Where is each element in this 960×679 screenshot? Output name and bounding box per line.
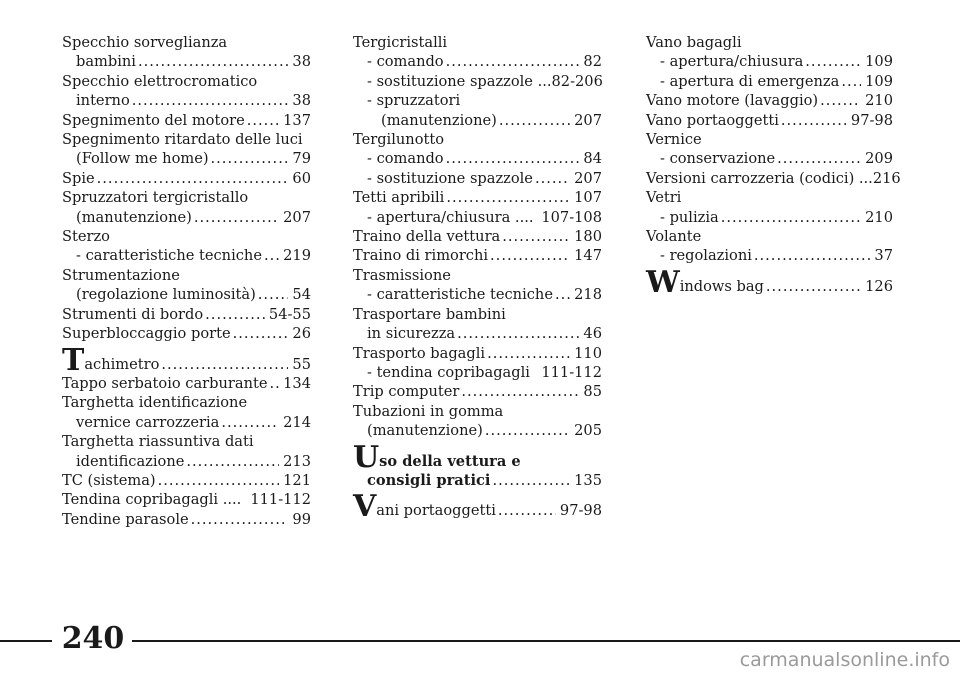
entry-text: (manutenzione) bbox=[381, 111, 497, 129]
page-ref: 147 bbox=[574, 247, 602, 265]
entry-text: Specchio elettrocromatico bbox=[62, 72, 258, 90]
leader-dots bbox=[805, 52, 861, 71]
index-entry bbox=[646, 264, 893, 300]
index-entry bbox=[62, 169, 311, 188]
index-entry bbox=[353, 246, 602, 265]
page-ref: 209 bbox=[865, 150, 893, 168]
index-entry bbox=[646, 169, 901, 188]
index-entry bbox=[62, 266, 311, 305]
entry-text: bambini bbox=[76, 53, 136, 71]
page-ref: 55 bbox=[292, 355, 311, 373]
index-line bbox=[646, 91, 893, 110]
leader-dots bbox=[258, 285, 289, 304]
leader-dots bbox=[205, 305, 265, 324]
entry-text: Vano portaoggetti bbox=[646, 111, 779, 129]
entry-text: Windows bag bbox=[646, 264, 764, 300]
index-entry bbox=[62, 510, 311, 529]
leader-dots bbox=[158, 471, 280, 490]
index-entry bbox=[62, 432, 311, 471]
page-ref: 121 bbox=[283, 471, 311, 489]
index-line bbox=[62, 130, 311, 149]
index-line bbox=[646, 169, 901, 188]
entry-text: in sicurezza bbox=[367, 325, 456, 343]
leader-dots bbox=[492, 471, 570, 490]
entry-text: - regolazioni bbox=[660, 247, 752, 265]
index-line bbox=[62, 149, 311, 168]
watermark[interactable]: carmanualsonline.info bbox=[739, 649, 950, 671]
leader-dots bbox=[186, 452, 279, 471]
index-line bbox=[62, 452, 311, 471]
entry-text: Tachimetro bbox=[62, 342, 160, 378]
index-line bbox=[62, 342, 311, 378]
entry-text: - apertura di emergenza bbox=[660, 72, 840, 90]
index-line bbox=[353, 324, 602, 343]
index-line bbox=[646, 227, 893, 246]
page-ref: 54 bbox=[292, 286, 311, 304]
index-line bbox=[353, 471, 602, 490]
entry-text: Tergicristalli bbox=[353, 34, 448, 51]
page-ref: 210 bbox=[865, 92, 893, 110]
entry-text: - conservazione bbox=[660, 150, 776, 168]
index-line bbox=[353, 439, 602, 475]
index-line bbox=[353, 285, 602, 304]
index-entry bbox=[62, 393, 311, 432]
entry-text: Vetri bbox=[646, 189, 682, 207]
entry-text: interno bbox=[76, 92, 130, 110]
leader-dots bbox=[446, 149, 580, 168]
index-line bbox=[62, 393, 311, 412]
leader-dots bbox=[535, 169, 570, 188]
entry-text: Trasporto bagagli bbox=[353, 344, 486, 362]
entry-text: Traino della vettura bbox=[353, 228, 501, 246]
leader-dots bbox=[781, 111, 847, 130]
index-entry bbox=[62, 72, 311, 111]
page-ref: 218 bbox=[574, 286, 602, 304]
entry-text: Spegnimento ritardato delle luci bbox=[62, 131, 303, 149]
index-entry bbox=[62, 130, 311, 169]
index-line bbox=[353, 489, 602, 525]
footer-rule-right bbox=[132, 640, 960, 642]
leader-dots bbox=[490, 246, 570, 265]
entry-text: Vano motore (lavaggio) bbox=[646, 92, 819, 110]
index-entry bbox=[353, 130, 602, 188]
page-ref: 216 bbox=[872, 169, 901, 187]
leader-dots bbox=[754, 246, 871, 265]
index-line bbox=[62, 227, 311, 246]
leader-dots bbox=[457, 324, 579, 343]
index-line bbox=[353, 33, 602, 52]
page-ref: 214 bbox=[283, 413, 311, 431]
entry-text: Vano bagagli bbox=[646, 34, 742, 51]
leader-dots bbox=[777, 149, 861, 168]
index-line bbox=[646, 264, 893, 300]
leader-dots bbox=[485, 421, 570, 440]
index-line bbox=[353, 52, 602, 71]
index-entry bbox=[353, 188, 602, 227]
page-ref: 82 bbox=[583, 53, 602, 71]
page-ref: 107 bbox=[574, 189, 602, 207]
index-line bbox=[353, 227, 602, 246]
leader-dots bbox=[247, 111, 279, 130]
entry-text: Tendina copribagagli .... bbox=[62, 491, 242, 509]
entry-text: Vernice bbox=[646, 131, 702, 149]
page-ref: 97-98 bbox=[850, 111, 893, 129]
leader-dots bbox=[502, 227, 570, 246]
page-ref: 46 bbox=[583, 325, 602, 343]
index-line bbox=[62, 208, 311, 227]
index-entry bbox=[353, 402, 602, 441]
entry-text: identificazione bbox=[76, 452, 185, 470]
leader-dots bbox=[269, 374, 279, 393]
entry-text: (regolazione luminosità) bbox=[76, 286, 256, 304]
index-line bbox=[646, 149, 893, 168]
index-line bbox=[353, 363, 602, 382]
entry-text: consigli pratici bbox=[367, 471, 491, 489]
page-ref: 84 bbox=[583, 150, 602, 168]
entry-text: Spruzzatori tergicristallo bbox=[62, 189, 249, 207]
page-ref: 110 bbox=[574, 344, 602, 362]
leader-dots bbox=[194, 208, 279, 227]
entry-text: Strumenti di bordo bbox=[62, 305, 204, 323]
index-line bbox=[62, 413, 311, 432]
index-entry bbox=[646, 227, 893, 266]
footer-rule-left bbox=[0, 640, 52, 642]
leader-dots bbox=[191, 510, 289, 529]
leader-dots bbox=[461, 382, 579, 401]
index-entry bbox=[353, 382, 602, 401]
page-ref: 111-112 bbox=[541, 363, 602, 381]
index-entry bbox=[62, 374, 311, 393]
leader-dots bbox=[446, 52, 580, 71]
leader-dots bbox=[211, 149, 289, 168]
index-entry bbox=[353, 227, 602, 246]
index-line bbox=[62, 33, 311, 52]
page-ref: 54-55 bbox=[268, 305, 311, 323]
leader-dots bbox=[820, 91, 861, 110]
index-entry bbox=[646, 111, 893, 130]
page-ref: 38 bbox=[292, 92, 311, 110]
entry-text: Spie bbox=[62, 169, 95, 187]
index-entry bbox=[353, 266, 602, 305]
index-line bbox=[62, 324, 311, 343]
entry-text: Versioni carrozzeria (codici) ... bbox=[646, 169, 873, 187]
leader-dots bbox=[841, 72, 861, 91]
page-ref: 38 bbox=[292, 53, 311, 71]
page-ref: 109 bbox=[865, 53, 893, 71]
index-entry bbox=[62, 227, 311, 266]
page-ref: 109 bbox=[865, 72, 893, 90]
page-ref: 79 bbox=[292, 150, 311, 168]
index-column-2 bbox=[353, 33, 603, 525]
index-line bbox=[353, 188, 602, 207]
leader-dots bbox=[766, 277, 861, 296]
index-line bbox=[646, 246, 893, 265]
index-entry bbox=[353, 33, 602, 130]
index-entry bbox=[353, 344, 602, 383]
index-entry bbox=[646, 33, 893, 91]
page-ref: 207 bbox=[574, 169, 602, 187]
index-entry bbox=[353, 439, 602, 491]
index-line bbox=[62, 91, 311, 110]
page-ref: 85 bbox=[583, 383, 602, 401]
entry-text: Tubazioni in gomma bbox=[353, 402, 504, 420]
index-line bbox=[62, 52, 311, 71]
index-line bbox=[62, 432, 311, 451]
page-ref: 135 bbox=[574, 471, 602, 489]
entry-text: Superbloccaggio porte bbox=[62, 325, 231, 343]
entry-text: TC (sistema) bbox=[62, 471, 156, 489]
index-entry bbox=[646, 188, 893, 227]
entry-text: Tetti apribili bbox=[353, 189, 445, 207]
index-line bbox=[62, 169, 311, 188]
page-ref: 180 bbox=[574, 228, 602, 246]
entry-text: Sterzo bbox=[62, 228, 110, 246]
entry-text: - pulizia bbox=[660, 208, 719, 226]
index-entry bbox=[62, 471, 311, 490]
entry-text: - tendina copribagagli bbox=[367, 363, 530, 381]
page-ref: 205 bbox=[574, 422, 602, 440]
index-entry bbox=[353, 489, 602, 525]
leader-dots bbox=[446, 188, 570, 207]
index-line bbox=[62, 285, 311, 304]
index-entry bbox=[62, 188, 311, 227]
leader-dots bbox=[487, 344, 570, 363]
entry-text: Targhetta riassuntiva dati bbox=[62, 433, 254, 451]
entry-text: Strumentazione bbox=[62, 266, 180, 284]
entry-text: Spegnimento del motore bbox=[62, 111, 245, 129]
page-ref: 26 bbox=[292, 325, 311, 343]
entry-text: Volante bbox=[646, 228, 702, 246]
page-ref: 137 bbox=[283, 111, 311, 129]
page-ref: 213 bbox=[283, 452, 311, 470]
leader-dots bbox=[161, 355, 288, 374]
leader-dots bbox=[499, 111, 570, 130]
index-entry bbox=[62, 324, 311, 343]
entry-text: - caratteristiche tecniche bbox=[367, 286, 553, 304]
index-line bbox=[62, 490, 311, 509]
index-line bbox=[353, 344, 602, 363]
index-line bbox=[62, 246, 311, 265]
index-line bbox=[353, 382, 602, 401]
entry-text: Tergilunotto bbox=[353, 131, 444, 149]
index-line bbox=[62, 510, 311, 529]
entry-text: Targhetta identificazione bbox=[62, 394, 248, 412]
entry-text: - apertura/chiusura .... bbox=[367, 208, 534, 226]
entry-text: Uso della vettura e bbox=[353, 439, 521, 475]
leader-dots bbox=[97, 169, 289, 188]
index-line bbox=[646, 72, 893, 91]
index-line bbox=[62, 305, 311, 324]
entry-text: Vani portaoggetti bbox=[353, 489, 496, 525]
entry-text: vernice carrozzeria bbox=[76, 413, 220, 431]
index-line bbox=[353, 208, 602, 227]
index-line bbox=[646, 33, 893, 52]
index-line bbox=[353, 421, 602, 440]
index-column-1 bbox=[62, 33, 311, 529]
index-line bbox=[353, 130, 602, 149]
entry-text: Tendine parasole bbox=[62, 510, 189, 528]
index-line bbox=[353, 246, 602, 265]
page-number: 240 bbox=[61, 621, 125, 656]
index-line bbox=[353, 169, 602, 188]
page-ref: 97-98 bbox=[559, 502, 602, 520]
leader-dots bbox=[721, 208, 861, 227]
entry-text: - sostituzione spazzole ... bbox=[367, 72, 552, 90]
page-ref: 134 bbox=[283, 374, 311, 392]
index-line bbox=[62, 374, 311, 393]
index-entry bbox=[62, 33, 311, 72]
index-entry bbox=[62, 490, 311, 509]
page-ref: 37 bbox=[874, 247, 893, 265]
leader-dots bbox=[498, 501, 556, 520]
entry-text: Specchio sorveglianza bbox=[62, 34, 228, 51]
page-ref: 99 bbox=[292, 510, 311, 528]
entry-text: Trip computer bbox=[353, 383, 460, 401]
page-ref: 207 bbox=[574, 111, 602, 129]
leader-dots bbox=[132, 91, 289, 110]
page-ref: 210 bbox=[865, 208, 893, 226]
index-entry bbox=[62, 111, 311, 130]
entry-text: - comando bbox=[367, 53, 444, 71]
index-column-3 bbox=[646, 33, 901, 300]
index-line bbox=[353, 305, 602, 324]
leader-dots bbox=[264, 246, 279, 265]
entry-text: Trasportare bambini bbox=[353, 305, 506, 323]
index-line bbox=[62, 111, 311, 130]
page-ref: 107-108 bbox=[541, 208, 602, 226]
index-entry bbox=[646, 130, 893, 169]
leader-dots bbox=[555, 285, 570, 304]
index-line bbox=[353, 111, 602, 130]
page-ref: 207 bbox=[283, 208, 311, 226]
leader-dots bbox=[233, 324, 289, 343]
entry-text: (manutenzione) bbox=[367, 422, 483, 440]
entry-text: (Follow me home) bbox=[76, 150, 209, 168]
index-line bbox=[353, 402, 602, 421]
entry-text: - caratteristiche tecniche bbox=[76, 247, 262, 265]
entry-text: (manutenzione) bbox=[76, 208, 192, 226]
index-entry bbox=[353, 305, 602, 344]
index-line bbox=[353, 91, 602, 110]
index-line bbox=[62, 188, 311, 207]
index-entry bbox=[62, 305, 311, 324]
index-line bbox=[62, 266, 311, 285]
leader-dots bbox=[221, 413, 279, 432]
index-line bbox=[62, 72, 311, 91]
index-line bbox=[62, 471, 311, 490]
entry-text: - apertura/chiusura bbox=[660, 53, 804, 71]
index-line bbox=[646, 130, 893, 149]
entry-text: Trasmissione bbox=[353, 266, 451, 284]
index-line bbox=[353, 266, 602, 285]
page-ref: 126 bbox=[865, 277, 893, 295]
index-line bbox=[646, 111, 893, 130]
index-entry bbox=[62, 342, 311, 378]
entry-text: Traino di rimorchi bbox=[353, 247, 489, 265]
index-line bbox=[646, 208, 893, 227]
leader-dots bbox=[138, 52, 288, 71]
page-ref: 82-206 bbox=[551, 72, 603, 90]
entry-text: - comando bbox=[367, 150, 444, 168]
entry-text: - sostituzione spazzole bbox=[367, 169, 533, 187]
entry-text: - spruzzatori bbox=[367, 92, 461, 110]
index-line bbox=[353, 149, 602, 168]
index-line bbox=[646, 52, 893, 71]
entry-text: Tappo serbatoio carburante bbox=[62, 374, 268, 392]
page-ref: 111-112 bbox=[250, 491, 311, 509]
index-entry bbox=[646, 91, 893, 110]
index-line bbox=[646, 188, 893, 207]
page-ref: 219 bbox=[283, 247, 311, 265]
index-line bbox=[353, 72, 602, 91]
page-ref: 60 bbox=[292, 169, 311, 187]
